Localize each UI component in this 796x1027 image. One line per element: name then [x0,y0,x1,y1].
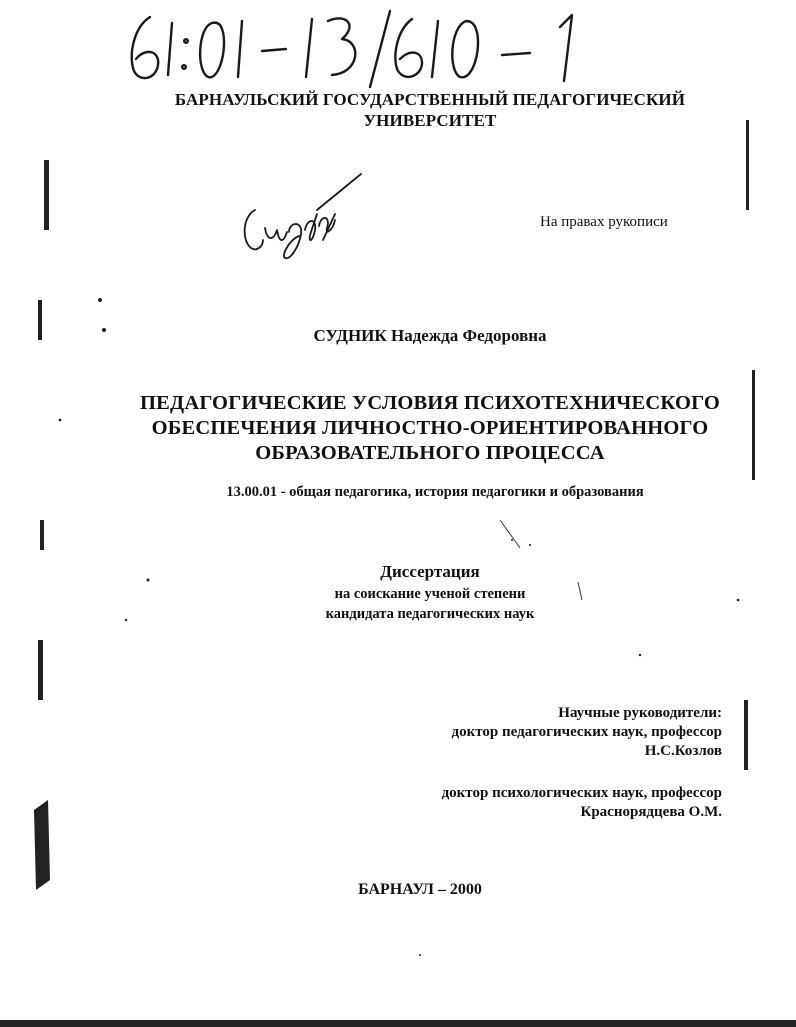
dissertation-title-line2: ОБЕСПЕЧЕНИЯ ЛИЧНОСТНО-ОРИЕНТИРОВАННОГО [151,417,709,439]
left-margin-mark [40,520,44,550]
archive-number-handwritten [120,5,590,90]
signature-stroke [305,214,317,240]
signature-stroke [284,224,301,258]
handwriting-stroke [452,21,478,77]
right-margin-mark [744,700,748,770]
bottom-edge-band [0,1020,796,1027]
handwriting-stroke [262,49,286,51]
left-margin-mark [38,640,43,700]
supervisors-heading: Научные руководители: [558,705,722,721]
left-margin-mark [38,300,42,340]
manuscript-rights-note: На правах рукописи [540,214,668,230]
supervisor-1-name: Н.С.Козлов [644,743,722,759]
handwriting-stroke [370,11,390,87]
scan-scratch [500,520,520,548]
left-margin-mark [44,160,49,230]
handwriting-stroke [200,23,224,78]
handwriting-stroke [238,21,242,77]
supervisor-2-name: Краснорядцева О.М. [580,804,722,820]
left-margin-blot [34,800,50,890]
signature-stroke [245,210,263,249]
specialty-code: 13.00.01 - общая педагогика, история педагогики и образования [226,484,644,500]
degree-line1: на соискание ученой степени [334,586,526,602]
handwriting-stroke [306,19,312,77]
dissertation-title-line3: ОБРАЗОВАТЕЛЬНОГО ПРОЦЕССА [255,442,605,464]
handwriting-stroke [395,19,422,77]
signature [235,170,365,265]
supervisor-1-degree: доктор педагогических наук, профессор [451,724,722,740]
right-margin-mark [746,120,749,210]
supervisor-2-degree: доктор психологических наук, профессор [441,785,722,801]
university-name-line1: БАРНАУЛЬСКИЙ ГОСУДАРСТВЕННЫЙ ПЕДАГОГИЧЕСКИЙ [174,90,686,109]
dissertation-heading: Диссертация [380,562,480,581]
signature-stroke [317,174,361,210]
handwriting-stroke [328,18,355,75]
handwriting-stroke [168,23,172,75]
signature-stroke [265,228,287,240]
author-name: СУДНИК Надежда Федоровна [313,326,547,345]
handwriting-stroke [132,17,158,78]
handwriting-stroke [432,21,438,77]
handwriting-stroke [560,15,572,81]
degree-line2: кандидата педагогических наук [325,606,535,622]
handwriting-stroke [502,53,530,55]
dissertation-title-line1: ПЕДАГОГИЧЕСКИЕ УСЛОВИЯ ПСИХОТЕХНИЧЕСКОГО [140,392,720,414]
city-year: БАРНАУЛ – 2000 [358,881,482,898]
university-name-line2: УНИВЕРСИТЕТ [363,111,497,130]
